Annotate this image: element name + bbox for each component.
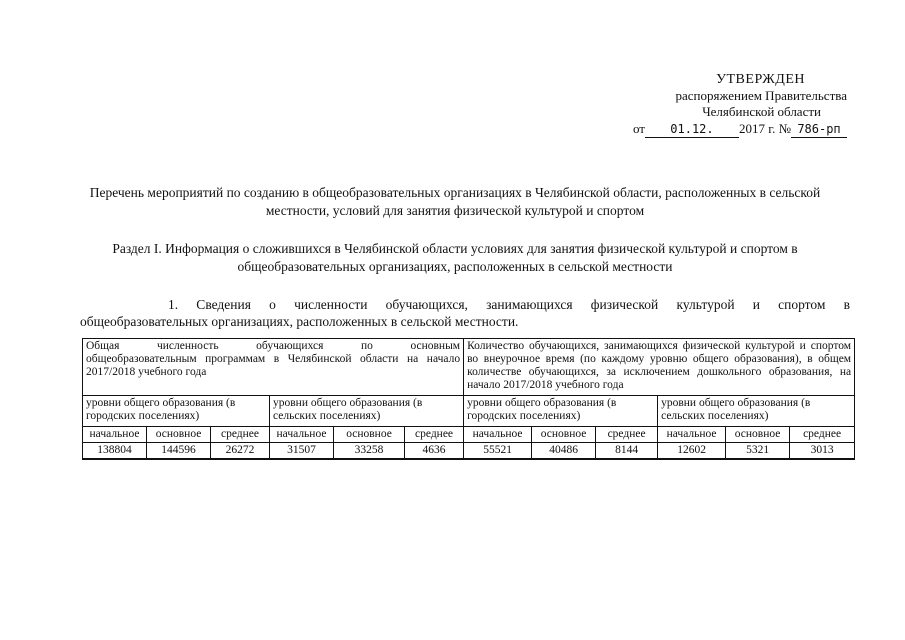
paragraph-1 bbox=[80, 296, 850, 330]
document-title: Перечень мероприятий по созданию в общеобразовательных организациях в Челябинской области, расположенных в сельской местности, условий для занятия физической культурой и спортом bbox=[89, 185, 821, 218]
approval-title: УТВЕРЖДЕН bbox=[716, 72, 805, 87]
header-total-students bbox=[83, 339, 464, 396]
value-cell: 40486 bbox=[532, 443, 596, 460]
paragraph-second-line: общеобразовательных организациях, расположенных в сельской местности. bbox=[80, 314, 519, 329]
enrollment-table bbox=[82, 338, 855, 460]
header-total-line1: Общая численность обучающихся по основным bbox=[86, 340, 461, 352]
level-basic: основное bbox=[147, 427, 211, 443]
value-cell: 55521 bbox=[464, 443, 532, 460]
value-cell: 144596 bbox=[147, 443, 211, 460]
levels-row bbox=[83, 427, 855, 443]
value-cell: 12602 bbox=[658, 443, 726, 460]
value-cell: 26272 bbox=[211, 443, 270, 460]
date-prefix: от bbox=[632, 121, 645, 136]
level-basic: основное bbox=[334, 427, 405, 443]
level-secondary: среднее bbox=[211, 427, 270, 443]
approval-line-government: распоряжением Правительства bbox=[675, 88, 847, 103]
group-rural-total: уровни общего образования (в сельских поселениях) bbox=[270, 396, 464, 427]
level-primary: начальное bbox=[658, 427, 726, 443]
value-cell: 4636 bbox=[405, 443, 464, 460]
approval-line-region: Челябинской области bbox=[702, 104, 821, 119]
value-cell: 138804 bbox=[83, 443, 147, 460]
value-cell: 31507 bbox=[270, 443, 334, 460]
level-basic: основное bbox=[532, 427, 596, 443]
level-primary: начальное bbox=[83, 427, 147, 443]
level-primary: начальное bbox=[464, 427, 532, 443]
values-row bbox=[83, 443, 855, 460]
header-sports-students: Количество обучающихся, занимающихся физической культурой и спортом во внеурочное время (по каждому уровню общего образования), в общем количестве обучающихся, за исключением дошкольного образования, на начало 2017/2018 учебного года bbox=[464, 339, 855, 396]
level-secondary: среднее bbox=[790, 427, 855, 443]
value-cell: 8144 bbox=[596, 443, 658, 460]
level-basic: основное bbox=[726, 427, 790, 443]
header-total-rest: общеобразовательным программам в Челябинской области на начало 2017/2018 учебного года bbox=[86, 353, 461, 378]
group-rural-sports: уровни общего образования (в сельских поселениях) bbox=[658, 396, 855, 427]
approval-number-value: 786-рп bbox=[791, 121, 847, 138]
group-urban-total: уровни общего образования (в городских поселениях) bbox=[83, 396, 270, 427]
approval-date-line bbox=[607, 121, 847, 138]
level-secondary: среднее bbox=[405, 427, 464, 443]
value-cell: 3013 bbox=[790, 443, 855, 460]
approval-date-value: 01.12. bbox=[645, 121, 739, 138]
approval-block bbox=[607, 72, 847, 138]
group-urban-sports: уровни общего образования (в городских поселениях) bbox=[464, 396, 658, 427]
date-year: 2017 г. № bbox=[738, 121, 791, 136]
paragraph-first-line: 1. Сведения о численности обучающихся, занимающихся физической культурой и спортом в bbox=[168, 297, 850, 312]
level-primary: начальное bbox=[270, 427, 334, 443]
section-heading: Раздел I. Информация о сложившихся в Челябинской области условиях для занятия физической культурой и спортом в общеобразовательных организациях, расположенных в сельской местности bbox=[112, 241, 798, 274]
value-cell: 33258 bbox=[334, 443, 405, 460]
value-cell: 5321 bbox=[726, 443, 790, 460]
level-secondary: среднее bbox=[596, 427, 658, 443]
